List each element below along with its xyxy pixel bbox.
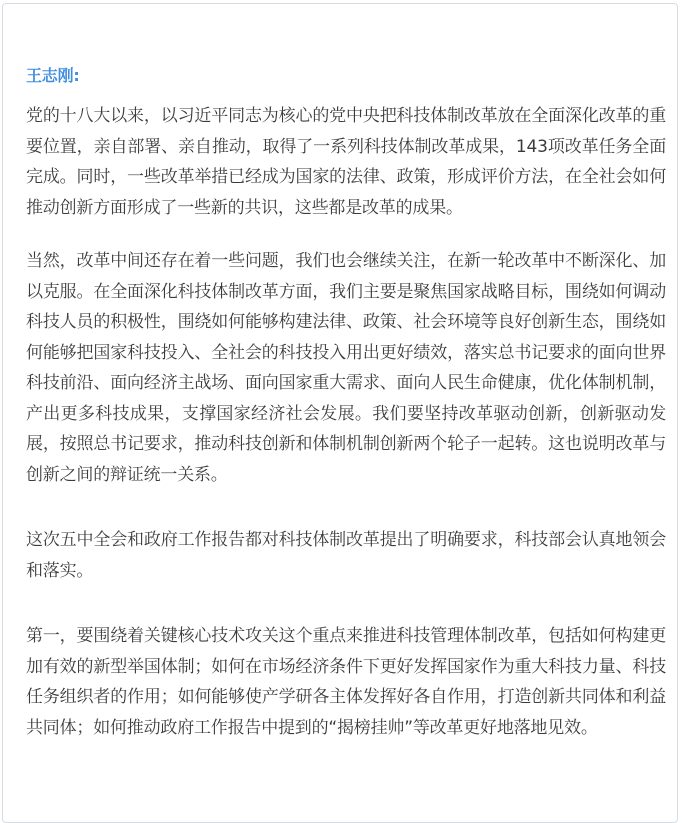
paragraph-spacer <box>26 490 666 525</box>
speaker-name: 王志刚: <box>26 66 80 85</box>
paragraph-1: 党的十八大以来，以习近平同志为核心的党中央把科技体制改革放在全面深化改革的重要位置，亲自部署、亲自推动，取得了一系列科技体制改革成果，143项改革任务全面完成。同时，一些改革举措已经成为国家的法律、政策，形成评价方法，在全社会如何推动创新方面形成了一些新的共识，这些都是改革的成果。 <box>26 106 666 218</box>
article-card <box>2 3 678 823</box>
paragraph-3: 这次五中全会和政府工作报告都对科技体制改革提出了明确要求，科技部会认真地领会和落实。 <box>26 530 666 581</box>
paragraph-2: 当然，改革中间还存在着一些问题，我们也会继续关注，在新一轮改革中不断深化、加以克服。在全面深化科技体制改革方面，我们主要是聚焦国家战略目标，围绕如何调动科技人员的积极性，围绕如何能够构建法律、政策、社会环境等良好创新生态，围绕如何能够把国家科技投入、全社会的科技投入用出更好绩效，落实总书记要求的面向世界科技前沿、面向经济主战场、面向国家重大需求、面向人民生命健康，优化体制机制，产出更多科技成果，支撑国家经济社会发展。我们要坚持改革驱动创新，创新驱动发展，按照总书记要求，推动科技创新和体制机制创新两个轮子一起转。这也说明改革与创新之间的辩证统一关系。 <box>26 251 666 485</box>
article-body <box>26 62 666 743</box>
paragraph-spacer <box>26 223 666 246</box>
paragraph-spacer <box>26 586 666 621</box>
paragraph-4: 第一，要围绕着关键核心技术攻关这个重点来推进科技管理体制改革，包括如何构建更加有效的新型举国体制；如何在市场经济条件下更好发挥国家作为重大科技力量、科技任务组织者的作用；如何能够使产学研各主体发挥好各自作用，打造创新共同体和利益共同体；如何推动政府工作报告中提到的“揭榜挂帅”等改革更好地落地见效。 <box>26 626 666 738</box>
